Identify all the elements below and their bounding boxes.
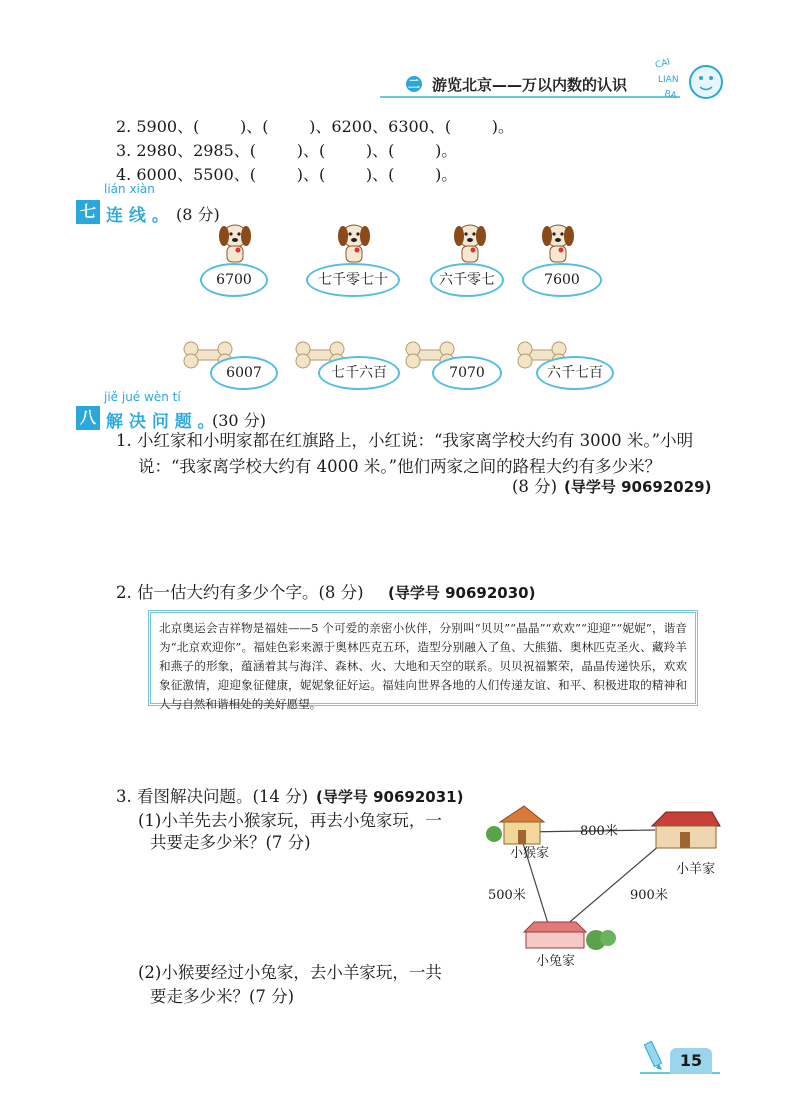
rabbit-house-icon xyxy=(524,922,616,950)
svg-text:LIAN: LIAN xyxy=(658,75,679,85)
q3-daoxue-number: (导学号 90692031) xyxy=(316,788,464,806)
label-monkey-house: 小猴家 xyxy=(510,846,550,861)
section7-score: (8 分) xyxy=(176,205,220,224)
q2-text: 2. 估一估大约有多少个字。(8 分) xyxy=(116,583,364,602)
bone-number-1[interactable]: 6007 xyxy=(210,356,278,390)
fuwa-passage-box xyxy=(148,610,698,711)
section7-pinyin: lián xiàn xyxy=(104,182,155,196)
header-rule xyxy=(380,96,680,98)
monkey-house-icon xyxy=(486,806,544,844)
svg-text:BA: BA xyxy=(663,89,678,102)
distance-monkey-rabbit: 500米 xyxy=(488,888,526,903)
q3-sub2-line1: (2)小猴要经过小兔家，去小羊家玩，一共 xyxy=(138,963,442,982)
label-sheep-house: 小羊家 xyxy=(676,862,716,877)
distance-sheep-rabbit: 900米 xyxy=(630,888,668,903)
cai-lian-ba-logo xyxy=(650,52,730,116)
fill-row-3: 3. 2980、2985、( )、( )、( )。 xyxy=(116,141,458,160)
section8-pinyin: jiě jué wèn tí xyxy=(104,390,181,404)
dog-icon xyxy=(213,218,257,268)
q3-sub1-line1: (1)小羊先去小猴家玩，再去小兔家玩，一 xyxy=(138,811,442,830)
q1-line2: 说：“我家离学校大约有 4000 米。”他们两家之间的路程大约有多少米？ xyxy=(138,457,662,476)
q2-daoxue-number: (导学号 90692030) xyxy=(388,584,536,602)
dog-icon xyxy=(536,218,580,268)
label-rabbit-house: 小兔家 xyxy=(536,954,576,969)
q3-text: 3. 看图解决问题。(14 分) xyxy=(116,787,309,806)
section7-title: 连 线 。 xyxy=(106,206,169,226)
fill-row-4: 4. 6000、5500、( )、( )、( )。 xyxy=(116,165,458,184)
q1-daoxue-number: (导学号 90692029) xyxy=(564,478,712,496)
bone-number-3[interactable]: 7070 xyxy=(432,356,502,390)
dog-row xyxy=(0,218,800,268)
q1-score: (8 分) xyxy=(512,477,558,496)
dog-number-2[interactable]: 七千零七十 xyxy=(306,263,400,297)
sheep-house-icon xyxy=(652,812,720,848)
section7-badge: 七 xyxy=(76,200,100,224)
distance-monkey-sheep: 800米 xyxy=(580,824,618,839)
fill-row-2: 2. 5900、( )、( )、6200、6300、( )。 xyxy=(116,117,515,136)
logo-text: CAI xyxy=(654,57,672,71)
section8-badge: 八 xyxy=(76,406,100,430)
fuwa-passage-text: 北京奥运会吉祥物是福娃——5 个可爱的亲密小伙伴，分别叫“贝贝”“晶晶”“欢欢”“迎迎”“妮妮”，谐音为“北京欢迎你”。福娃色彩来源于奥林匹克五环，造型分别融入了鱼、大熊猫、奥林匹克圣火、藏羚羊和燕子的形象，蕴涵着其与海洋、森林、火、大地和天空的联系。贝贝祝福繁荣，晶晶传递快乐，欢欢象征激情，迎迎象征健康，妮妮象征好运。福娃向世界各地的人们传递友谊、和平、积极进取的精神和人与自然和谐相处的美好愿望。 xyxy=(159,621,687,711)
q3-sub2-line2: 要走多少米？(7 分) xyxy=(150,987,295,1006)
pencil-icon xyxy=(640,1040,666,1074)
chapter-title: 游览北京——万以内数的认识 xyxy=(432,76,628,94)
chapter-number-badge: 二 xyxy=(407,77,420,91)
bone-number-2[interactable]: 七千六百 xyxy=(318,356,400,390)
dog-number-1[interactable]: 6700 xyxy=(200,263,268,297)
section8-score: (30 分) xyxy=(212,411,266,430)
dog-number-3[interactable]: 六千零七 xyxy=(430,263,504,297)
q3-sub1-line2: 共要走多少米？(7 分) xyxy=(150,833,311,852)
dog-number-4[interactable]: 7600 xyxy=(522,263,602,297)
dog-icon xyxy=(448,218,492,268)
page-number: 15 xyxy=(670,1048,712,1074)
section8-title: 解 决 问 题 。 xyxy=(106,412,215,432)
dog-icon xyxy=(332,218,376,268)
q1-line1: 1. 小红家和小明家都在红旗路上，小红说：“我家离学校大约有 3000 米。”小明 xyxy=(116,431,694,450)
bone-number-4[interactable]: 六千七百 xyxy=(536,356,614,390)
